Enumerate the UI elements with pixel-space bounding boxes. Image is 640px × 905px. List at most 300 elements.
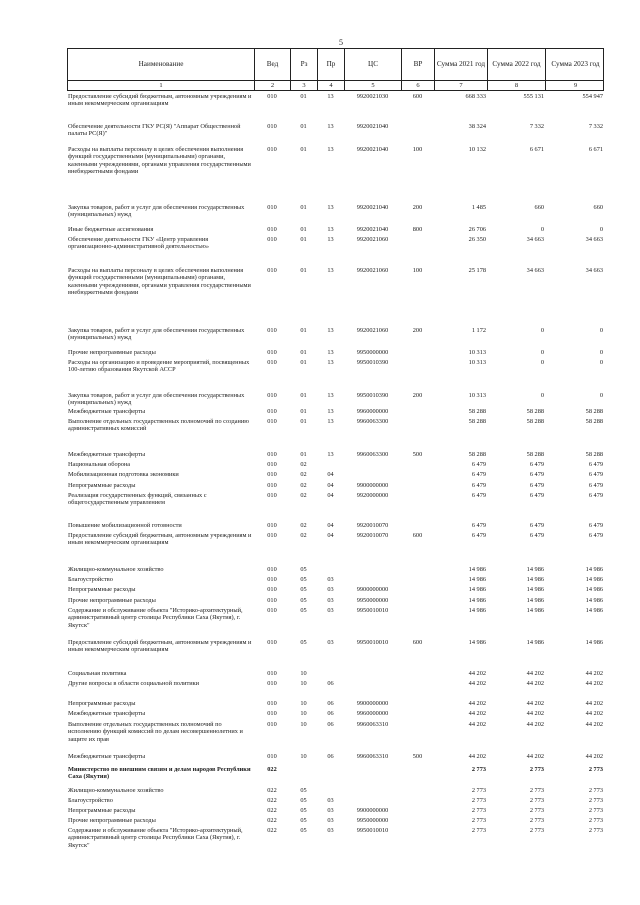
row-pr: 13 [327, 123, 334, 130]
row-pr [317, 670, 344, 677]
table-row [67, 392, 604, 407]
row-name: Прочие непрограммные расходы [68, 597, 156, 604]
row-sum-2023: 14 986 [585, 639, 603, 646]
row-name: Межбюджетные трансферты [68, 710, 146, 717]
row-rz: 01 [300, 123, 307, 130]
row-sum-2021: 2 773 [471, 817, 486, 824]
row-ved: 010 [267, 532, 277, 539]
col-number: 3 [291, 81, 318, 90]
row-rz: 10 [300, 721, 307, 728]
row-sum-2023: 6 479 [588, 532, 603, 539]
row-name: Благоустройство [68, 797, 113, 804]
row-sum-2022: 14 986 [526, 639, 544, 646]
row-cs: 9960063300 [356, 418, 389, 425]
row-sum-2021: 2 773 [471, 797, 486, 804]
col-number: 4 [318, 81, 345, 90]
row-vr: 600 [412, 532, 423, 539]
row-vr: 600 [412, 639, 423, 646]
row-cs: 9900000000 [356, 586, 389, 593]
table-row [67, 639, 604, 654]
row-sum-2022: 6 479 [529, 461, 544, 468]
row-cs: 9950010010 [356, 639, 389, 646]
row-rz: 05 [300, 566, 307, 573]
row-sum-2022: 6 479 [529, 482, 544, 489]
row-rz: 01 [300, 408, 307, 415]
header-pr: Пр [318, 49, 345, 80]
row-sum-2022: 58 288 [526, 451, 544, 458]
row-sum-2023: 14 986 [585, 576, 603, 583]
row-sum-2021: 1 172 [471, 327, 486, 334]
row-sum-2021: 1 485 [471, 204, 486, 211]
row-sum-2021: 10 313 [468, 359, 486, 366]
table-row [67, 93, 604, 108]
row-name: Расходы на организацию и проведение мероприятий, посвященных 100-летию образования Якутской АССР [68, 359, 250, 374]
row-cs: 9920021040 [356, 146, 389, 153]
row-name: Прочие непрограммные расходы [68, 349, 156, 356]
row-sum-2023: 0 [599, 359, 603, 366]
row-vr [401, 471, 434, 478]
table-row [67, 680, 604, 687]
table-row [67, 492, 604, 507]
row-pr: 06 [327, 753, 334, 760]
row-pr: 13 [327, 349, 334, 356]
table-row [67, 482, 604, 489]
row-cs: 9960063300 [356, 451, 389, 458]
row-sum-2021: 14 986 [468, 597, 486, 604]
table-row [67, 461, 604, 468]
row-vr [401, 566, 434, 573]
row-ved: 010 [267, 418, 277, 425]
row-name: Реализация государственных функций, связанных с общегосударственным управлением [68, 492, 207, 507]
row-ved: 022 [267, 827, 277, 834]
table-row [67, 204, 604, 219]
row-cs [344, 461, 401, 468]
row-ved: 010 [267, 597, 277, 604]
header-rz: Рз [291, 49, 318, 80]
row-sum-2021: 58 288 [468, 408, 486, 415]
row-name: Министерство по внешним связям и делам народов Республики Саха (Якутия) [68, 766, 251, 781]
row-sum-2022: 14 986 [526, 576, 544, 583]
row-rz: 02 [300, 532, 307, 539]
row-sum-2022: 14 986 [526, 607, 544, 614]
row-vr [401, 817, 434, 824]
table-row [67, 349, 604, 356]
row-rz: 05 [300, 597, 307, 604]
row-rz: 01 [300, 451, 307, 458]
row-sum-2022: 14 986 [526, 566, 544, 573]
row-ved: 010 [267, 670, 277, 677]
row-cs: 9920021040 [356, 226, 389, 233]
row-sum-2021: 6 479 [471, 522, 486, 529]
row-sum-2023: 6 479 [588, 471, 603, 478]
row-ved: 010 [267, 482, 277, 489]
row-sum-2023: 554 947 [582, 93, 603, 100]
table-row [67, 797, 604, 804]
row-sum-2022: 7 332 [529, 123, 544, 130]
row-vr [401, 236, 434, 251]
row-rz: 10 [300, 700, 307, 707]
row-sum-2022: 44 202 [526, 721, 544, 728]
table-row [67, 451, 604, 458]
row-sum-2022: 6 479 [529, 532, 544, 539]
row-ved: 010 [267, 710, 277, 717]
row-sum-2021: 6 479 [471, 471, 486, 478]
row-sum-2023: 58 288 [585, 408, 603, 415]
row-sum-2023: 44 202 [585, 700, 603, 707]
col-number: 5 [345, 81, 402, 90]
row-cs [344, 471, 401, 478]
table-row [67, 566, 604, 573]
row-sum-2022: 14 986 [526, 586, 544, 593]
row-sum-2023: 44 202 [585, 753, 603, 760]
row-name: Жилищно-коммунальное хозяйство [68, 787, 164, 794]
row-pr [317, 787, 344, 794]
row-rz: 01 [300, 226, 307, 233]
row-vr: 100 [412, 267, 423, 274]
row-pr: 06 [327, 721, 334, 728]
row-rz: 01 [300, 267, 307, 274]
table-row [67, 576, 604, 583]
row-ved: 010 [267, 93, 277, 100]
row-ved: 010 [267, 586, 277, 593]
row-sum-2022: 0 [540, 349, 544, 356]
row-sum-2022: 660 [534, 204, 544, 211]
row-cs: 9920021040 [356, 204, 389, 211]
row-rz: 05 [300, 787, 307, 794]
row-sum-2023: 14 986 [585, 597, 603, 604]
row-sum-2022: 44 202 [526, 670, 544, 677]
row-pr: 04 [327, 522, 334, 529]
table-row [67, 418, 604, 433]
row-vr [401, 482, 434, 489]
table-row [67, 236, 604, 251]
row-ved: 010 [267, 492, 277, 499]
row-rz: 02 [300, 522, 307, 529]
row-sum-2021: 25 178 [468, 267, 486, 274]
row-pr: 04 [327, 492, 334, 499]
header-sum-2022: Сумма 2022 год [488, 49, 546, 80]
row-name: Содержание и обслуживание объекта "Историко-архитектурный, административный центр столицы Республики Саха (Якутия), г. Якутск" [68, 607, 243, 629]
table-row [67, 670, 604, 677]
row-pr: 03 [327, 586, 334, 593]
row-ved: 010 [267, 204, 277, 211]
row-sum-2023: 2 773 [588, 807, 603, 814]
table-row [67, 753, 604, 760]
row-cs: 9920010070 [356, 532, 389, 539]
row-pr: 13 [327, 204, 334, 211]
row-sum-2021: 6 479 [471, 492, 486, 499]
row-ved: 010 [267, 639, 277, 646]
row-pr: 13 [327, 93, 334, 100]
row-vr [401, 349, 434, 356]
row-ved: 010 [267, 392, 277, 399]
table-row [67, 807, 604, 814]
row-ved: 010 [267, 461, 277, 468]
row-rz: 01 [300, 418, 307, 425]
row-name: Расходы на выплаты персоналу в целях обеспечения выполнения функций государственными (муниципальными) органами, казенными учреждениями, органами управления государственными внебюджетными фондами [68, 267, 251, 297]
row-sum-2021: 14 986 [468, 639, 486, 646]
row-sum-2023: 0 [599, 226, 603, 233]
row-sum-2021: 26 350 [468, 236, 486, 243]
row-ved: 010 [267, 607, 277, 614]
row-sum-2023: 6 479 [588, 482, 603, 489]
row-vr [401, 807, 434, 814]
row-rz [290, 766, 317, 781]
table-row [67, 327, 604, 342]
col-number: 7 [435, 81, 488, 90]
row-pr: 03 [327, 597, 334, 604]
row-ved: 022 [267, 766, 277, 773]
row-vr [401, 597, 434, 604]
header-sum-2023: Сумма 2023 год [551, 59, 600, 68]
table-row [67, 597, 604, 604]
table-row [67, 586, 604, 593]
row-ved: 010 [267, 146, 277, 153]
row-cs: 9920000000 [356, 492, 389, 499]
row-sum-2021: 14 986 [468, 607, 486, 614]
row-cs: 9950000000 [356, 597, 389, 604]
row-name: Прочие непрограммные расходы [68, 817, 156, 824]
row-cs [344, 566, 401, 573]
row-name: Выполнение отдельных государственных полномочий по созданию административных комиссий [68, 418, 249, 433]
row-sum-2022: 2 773 [529, 817, 544, 824]
row-vr: 800 [412, 226, 423, 233]
table-row [67, 267, 604, 297]
row-cs: 9920010070 [356, 522, 389, 529]
row-vr: 600 [412, 93, 423, 100]
row-pr: 13 [327, 418, 334, 425]
row-cs: 9900000000 [356, 700, 389, 707]
row-rz: 05 [300, 576, 307, 583]
row-sum-2023: 58 288 [585, 418, 603, 425]
row-rz: 02 [300, 482, 307, 489]
row-rz: 01 [300, 327, 307, 334]
row-sum-2023: 6 479 [588, 492, 603, 499]
row-name: Закупка товаров, работ и услуг для обеспечения государственных (муниципальных) нужд [68, 327, 245, 342]
row-pr: 13 [327, 146, 334, 153]
row-sum-2021: 6 479 [471, 482, 486, 489]
row-sum-2021: 6 479 [471, 461, 486, 468]
row-name: Другие вопросы в области социальной политики [68, 680, 200, 687]
row-sum-2021: 44 202 [468, 700, 486, 707]
row-sum-2022: 6 479 [529, 492, 544, 499]
row-sum-2022: 14 986 [526, 597, 544, 604]
row-sum-2021: 44 202 [468, 753, 486, 760]
col-number: 1 [68, 81, 255, 90]
row-sum-2022: 34 663 [526, 236, 544, 243]
col-number: 8 [488, 81, 546, 90]
row-name: Закупка товаров, работ и услуг для обеспечения государственных (муниципальных) нужд [68, 392, 245, 407]
row-sum-2022: 555 131 [523, 93, 544, 100]
row-sum-2023: 0 [599, 327, 603, 334]
row-name: Мобилизационная подготовка экономики [68, 471, 179, 478]
row-sum-2021: 44 202 [468, 710, 486, 717]
row-cs: 9920021060 [356, 327, 389, 334]
row-pr [317, 566, 344, 573]
row-pr: 13 [327, 267, 334, 274]
row-vr [401, 522, 434, 529]
row-cs: 9950010390 [356, 392, 389, 399]
row-pr: 03 [327, 639, 334, 646]
row-sum-2021: 10 132 [468, 146, 486, 153]
row-pr: 13 [327, 392, 334, 399]
row-name: Обеспечение деятельности ГКУ РС(Я) "Аппарат Общественной палаты РС(Я)" [68, 123, 241, 138]
row-sum-2022: 44 202 [526, 710, 544, 717]
table-row [67, 471, 604, 478]
row-sum-2021: 14 986 [468, 566, 486, 573]
row-cs: 9960000000 [356, 408, 389, 415]
row-sum-2021: 2 773 [471, 787, 486, 794]
row-vr: 200 [412, 327, 423, 334]
row-rz: 05 [300, 797, 307, 804]
table-row [67, 787, 604, 794]
row-cs [344, 680, 401, 687]
row-sum-2022: 44 202 [526, 700, 544, 707]
row-cs [344, 766, 401, 781]
row-rz: 05 [300, 586, 307, 593]
row-cs: 9960063310 [356, 753, 389, 760]
row-sum-2022: 44 202 [526, 680, 544, 687]
row-sum-2023: 14 986 [585, 607, 603, 614]
row-pr: 13 [327, 327, 334, 334]
row-rz: 05 [300, 607, 307, 614]
row-ved: 010 [267, 359, 277, 366]
row-sum-2022: 0 [540, 392, 544, 399]
row-sum-2021: 6 479 [471, 532, 486, 539]
row-rz: 05 [300, 827, 307, 834]
row-sum-2022: 6 671 [529, 146, 544, 153]
row-sum-2022: 0 [540, 359, 544, 366]
row-vr: 100 [412, 146, 423, 153]
row-vr [401, 408, 434, 415]
row-sum-2022: 0 [540, 226, 544, 233]
table-row [67, 827, 604, 849]
row-sum-2023: 6 479 [588, 461, 603, 468]
row-sum-2023: 0 [599, 392, 603, 399]
row-pr: 06 [327, 680, 334, 687]
row-ved: 010 [267, 522, 277, 529]
row-cs [344, 787, 401, 794]
row-vr [401, 827, 434, 849]
row-rz: 01 [300, 349, 307, 356]
row-pr: 13 [327, 451, 334, 458]
row-pr: 06 [327, 700, 334, 707]
row-pr: 04 [327, 471, 334, 478]
row-sum-2023: 7 332 [588, 123, 603, 130]
row-sum-2021: 26 706 [468, 226, 486, 233]
row-pr: 03 [327, 817, 334, 824]
row-name: Непрограммные расходы [68, 700, 136, 707]
row-ved: 010 [267, 471, 277, 478]
row-sum-2022: 2 773 [529, 766, 544, 773]
row-cs: 9960000000 [356, 710, 389, 717]
row-sum-2021: 10 313 [468, 349, 486, 356]
row-pr: 03 [327, 827, 334, 834]
row-vr [401, 670, 434, 677]
row-name: Социальная политика [68, 670, 127, 677]
row-sum-2021: 2 773 [471, 807, 486, 814]
row-pr: 04 [327, 482, 334, 489]
row-vr: 200 [412, 392, 423, 399]
row-vr [401, 418, 434, 433]
row-sum-2023: 44 202 [585, 680, 603, 687]
row-sum-2021: 44 202 [468, 670, 486, 677]
row-sum-2021: 668 333 [465, 93, 486, 100]
row-pr: 13 [327, 236, 334, 243]
row-cs [344, 797, 401, 804]
row-sum-2023: 2 773 [588, 787, 603, 794]
row-sum-2021: 2 773 [471, 827, 486, 834]
row-ved: 010 [267, 576, 277, 583]
row-sum-2022: 58 288 [526, 408, 544, 415]
row-ved: 010 [267, 721, 277, 728]
row-cs: 9950000000 [356, 349, 389, 356]
row-ved: 010 [267, 236, 277, 243]
row-name: Иные бюджетные ассигнования [68, 226, 154, 233]
row-ved: 010 [267, 349, 277, 356]
row-ved: 010 [267, 680, 277, 687]
row-name: Межбюджетные трансферты [68, 451, 146, 458]
header-vr: ВР [402, 49, 435, 80]
row-sum-2023: 14 986 [585, 566, 603, 573]
row-name: Межбюджетные трансферты [68, 408, 146, 415]
row-vr [401, 492, 434, 507]
table-row [67, 721, 604, 743]
row-rz: 02 [300, 471, 307, 478]
row-name: Непрограммные расходы [68, 482, 136, 489]
row-rz: 05 [300, 817, 307, 824]
header-name: Наименование [68, 49, 255, 80]
row-sum-2023: 34 663 [585, 236, 603, 243]
row-name: Межбюджетные трансферты [68, 753, 146, 760]
header-sum-2021: Сумма 2021 год [435, 49, 488, 80]
row-sum-2023: 660 [593, 204, 603, 211]
row-cs [344, 576, 401, 583]
row-sum-2021: 44 202 [468, 721, 486, 728]
row-name: Непрограммные расходы [68, 807, 136, 814]
row-pr: 03 [327, 576, 334, 583]
row-vr [401, 700, 434, 707]
row-vr [401, 576, 434, 583]
row-sum-2023: 0 [599, 349, 603, 356]
row-pr [317, 461, 344, 468]
row-cs: 9950010010 [356, 607, 389, 614]
row-vr: 500 [412, 451, 423, 458]
row-sum-2022: 2 773 [529, 787, 544, 794]
row-cs: 9900000000 [356, 807, 389, 814]
row-ved: 010 [267, 123, 277, 130]
header-cs: ЦС [345, 49, 402, 80]
row-vr [401, 461, 434, 468]
row-vr [401, 787, 434, 794]
row-vr [401, 123, 434, 138]
row-sum-2023: 44 202 [585, 710, 603, 717]
row-cs: 9920021030 [356, 93, 389, 100]
row-sum-2022: 6 479 [529, 471, 544, 478]
row-name: Жилищно-коммунальное хозяйство [68, 566, 164, 573]
row-rz: 10 [300, 710, 307, 717]
table-row [67, 226, 604, 233]
row-cs: 9900000000 [356, 482, 389, 489]
row-rz: 10 [300, 670, 307, 677]
table-row [67, 532, 604, 547]
row-sum-2023: 6 479 [588, 522, 603, 529]
row-sum-2022: 6 479 [529, 522, 544, 529]
row-ved: 022 [267, 807, 277, 814]
table-row [67, 817, 604, 824]
row-sum-2023: 58 288 [585, 451, 603, 458]
row-rz: 10 [300, 753, 307, 760]
